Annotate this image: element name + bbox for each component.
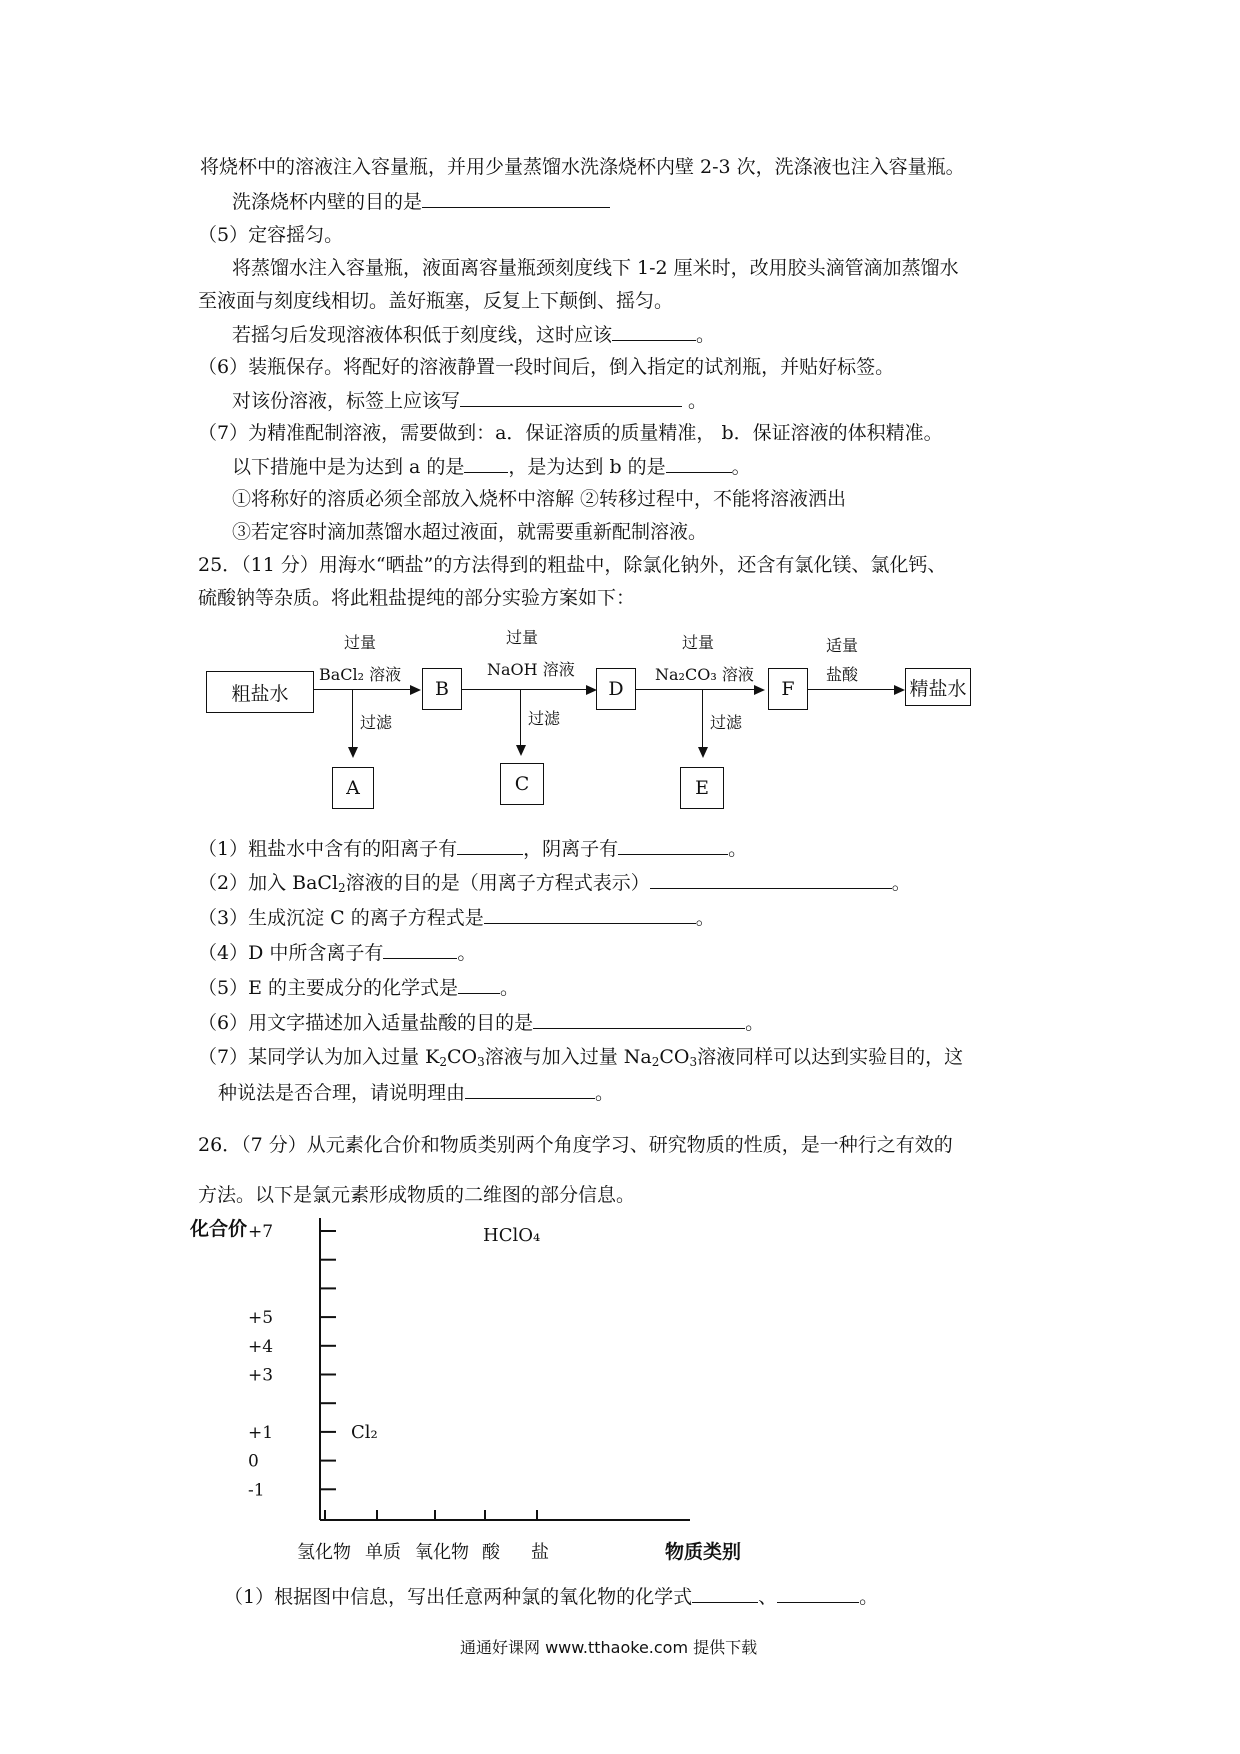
flow-arrow <box>462 689 586 690</box>
x-axis-label: 物质类别 <box>665 1541 742 1563</box>
y-tick-label: +4 <box>248 1336 274 1357</box>
data-points <box>351 1225 540 1443</box>
flow-label-filter: 过滤 <box>710 713 743 732</box>
flow-box-A: A <box>332 767 374 809</box>
question-line <box>198 1010 764 1035</box>
flow-label-amount: 适量 <box>826 636 859 655</box>
data-point-label: HClO₄ <box>483 1225 541 1246</box>
question-text: （1）根据图中信息，写出任意两种氯的氧化物的化学式 <box>224 1586 693 1608</box>
text-line: 至液面与刻度线相切。盖好瓶塞，反复上下颠倒、摇匀。 <box>198 290 674 312</box>
flow-label-filter: 过滤 <box>528 709 561 728</box>
punctuation: 。 <box>682 390 708 412</box>
question-text: CO <box>659 1046 690 1068</box>
question-text: ，是为达到 b 的是 <box>508 456 666 478</box>
question-line <box>232 454 751 479</box>
question-line <box>224 1584 878 1609</box>
flow-box-B: B <box>422 668 462 710</box>
answer-blank[interactable] <box>650 870 892 889</box>
answer-blank[interactable] <box>533 1010 745 1029</box>
flow-label-filter: 过滤 <box>360 713 393 732</box>
question-line <box>232 189 610 214</box>
answer-blank[interactable] <box>383 940 457 959</box>
question-line <box>198 940 476 965</box>
flow-box-E: E <box>680 767 724 809</box>
flow-arrow <box>808 689 894 690</box>
punctuation: 。 <box>891 872 911 894</box>
answer-blank[interactable] <box>460 388 682 407</box>
punctuation: 。 <box>745 1012 765 1034</box>
punctuation: 。 <box>500 977 520 999</box>
y-tick-label: 0 <box>248 1451 259 1472</box>
question-26-heading: 26．（7 分）从元素化合价和物质类别两个角度学习、研究物质的性质，是一种行之有效的 <box>198 1134 953 1156</box>
question-line <box>198 975 519 1000</box>
question-text: 溶液同样可以达到实验目的，这 <box>697 1046 964 1068</box>
answer-blank[interactable] <box>777 1584 859 1603</box>
question-text: 若摇匀后发现溶液体积低于刻度线，这时应该 <box>232 324 613 346</box>
question-text: ，阴离子有 <box>523 838 619 860</box>
flow-arrow <box>636 689 754 690</box>
page-footer: 通通好课网 www.tthaoke.com 提供下载 <box>460 1638 758 1657</box>
question-line <box>232 322 715 347</box>
step-heading: （6）装瓶保存。将配好的溶液静置一段时间后，倒入指定的试剂瓶，并贴好标签。 <box>198 356 895 378</box>
question-text: （2）加入 BaCl <box>198 872 339 894</box>
answer-blank[interactable] <box>618 836 728 855</box>
arrow-head-icon <box>516 745 526 756</box>
y-tick-label: -1 <box>248 1480 265 1501</box>
x-tick-label: 氧化物 <box>415 1542 469 1563</box>
answer-blank[interactable] <box>458 975 500 994</box>
subscript: 2 <box>338 881 346 895</box>
chart-axes <box>320 1218 690 1520</box>
answer-blank[interactable] <box>457 836 523 855</box>
question-text: 溶液与加入过量 Na <box>484 1046 652 1068</box>
answer-blank[interactable] <box>422 189 610 208</box>
flow-box-C: C <box>500 763 544 805</box>
subscript: 2 <box>651 1055 660 1069</box>
punctuation: 。 <box>595 1082 615 1104</box>
flow-label-reagent: NaOH 溶液 <box>487 660 575 679</box>
punctuation: 。 <box>457 942 477 964</box>
question-text: 对该份溶液，标签上应该写 <box>232 390 461 412</box>
answer-blank[interactable] <box>666 454 732 473</box>
arrow-head-icon <box>348 747 358 758</box>
x-tick-label: 氢化物 <box>297 1542 351 1563</box>
question-text: 种说法是否合理，请说明理由 <box>218 1082 466 1104</box>
subscript: 2 <box>439 1055 447 1069</box>
step-heading: （7）为精准配制溶液，需要做到：a．保证溶质的质量精准， b．保证溶液的体积精准。 <box>198 422 943 444</box>
question-text: CO <box>446 1046 478 1068</box>
arrow-head-icon <box>410 685 421 695</box>
data-point-label: Cl₂ <box>351 1421 378 1443</box>
question-line <box>218 1080 614 1105</box>
question-text: 溶液的目的是（用离子方程式表示） <box>345 872 650 894</box>
question-line <box>198 905 715 930</box>
question-text: 以下措施中是为达到 a 的是 <box>232 456 465 478</box>
flow-box-D: D <box>596 668 636 710</box>
step-heading: （5）定容摇匀。 <box>198 224 344 246</box>
punctuation: 、 <box>758 1586 778 1608</box>
arrow-head-icon <box>754 685 765 695</box>
question-text: （7）某同学认为加入过量 K <box>198 1046 440 1068</box>
question-line <box>198 836 747 861</box>
punctuation: 。 <box>859 1586 879 1608</box>
question-text: （4）D 中所含离子有 <box>198 942 384 964</box>
answer-blank[interactable] <box>484 905 696 924</box>
flow-box-F: F <box>768 668 808 710</box>
text-line: 将蒸馏水注入容量瓶，液面离容量瓶颈刻度线下 1-2 厘米时，改用胶头滴管滴加蒸馏水 <box>232 257 959 279</box>
question-line <box>198 1045 963 1069</box>
flow-label-amount: 过量 <box>344 633 377 652</box>
x-tick-label: 酸 <box>482 1542 500 1563</box>
answer-blank[interactable] <box>692 1584 758 1603</box>
question-line <box>198 870 911 895</box>
punctuation: 。 <box>695 907 715 929</box>
punctuation: 。 <box>731 456 751 478</box>
valence-chart <box>180 1210 780 1570</box>
flow-label-reagent: 盐酸 <box>826 665 859 684</box>
punctuation: 。 <box>728 838 748 860</box>
y-tick-label: +3 <box>248 1365 274 1386</box>
question-25-heading: 25．（11 分）用海水“晒盐”的方法得到的粗盐中，除氯化钠外，还含有氯化镁、氯化钙、 <box>198 554 947 576</box>
question-line <box>232 388 707 413</box>
subscript: 3 <box>689 1055 698 1069</box>
flow-arrow <box>702 689 703 747</box>
arrow-head-icon <box>894 685 905 695</box>
y-ticks <box>248 1222 336 1500</box>
flow-label-amount: 过量 <box>682 633 715 652</box>
flow-arrow <box>314 689 410 690</box>
flow-label-reagent: BaCl₂ 溶液 <box>319 665 402 684</box>
question-text: （5）E 的主要成分的化学式是 <box>198 977 458 999</box>
flow-arrow <box>352 689 353 747</box>
flow-label-reagent: Na₂CO₃ 溶液 <box>655 665 754 684</box>
x-tick-label: 单质 <box>365 1542 401 1563</box>
answer-blank[interactable] <box>464 454 508 473</box>
y-tick-label: +7 <box>248 1222 274 1242</box>
question-text: （1）粗盐水中含有的阳离子有 <box>198 838 458 860</box>
punctuation: 。 <box>696 324 716 346</box>
question-text: （6）用文字描述加入适量盐酸的目的是 <box>198 1012 534 1034</box>
x-ticks <box>297 1510 549 1563</box>
arrow-head-icon <box>698 747 708 758</box>
text-line: ①将称好的溶质必须全部放入烧杯中溶解 ②转移过程中，不能将溶液洒出 <box>232 488 847 510</box>
text-line: 硫酸钠等杂质。将此粗盐提纯的部分实验方案如下： <box>198 587 636 609</box>
flow-label-amount: 过量 <box>506 628 539 647</box>
answer-blank[interactable] <box>465 1080 595 1099</box>
y-axis-label: 化合价 <box>190 1218 248 1240</box>
text-line: 将烧杯中的溶液注入容量瓶，并用少量蒸馏水洗涤烧杯内壁 2-3 次，洗涤液也注入容量瓶。 <box>200 156 965 178</box>
y-tick-label: +1 <box>248 1422 274 1443</box>
flow-arrow <box>520 689 521 745</box>
x-tick-label: 盐 <box>531 1542 549 1563</box>
question-text: （3）生成沉淀 C 的离子方程式是 <box>198 907 484 929</box>
y-tick-label: +5 <box>248 1308 274 1329</box>
answer-blank[interactable] <box>612 322 696 341</box>
flow-box-end: 精盐水 <box>905 668 971 706</box>
subscript: 3 <box>477 1055 485 1069</box>
flow-box-start: 粗盐水 <box>206 671 314 713</box>
text-line: ③若定容时滴加蒸馏水超过液面，就需要重新配制溶液。 <box>232 521 708 543</box>
question-text: 洗涤烧杯内壁的目的是 <box>232 191 423 213</box>
text-line: 方法。以下是氯元素形成物质的二维图的部分信息。 <box>198 1184 636 1206</box>
